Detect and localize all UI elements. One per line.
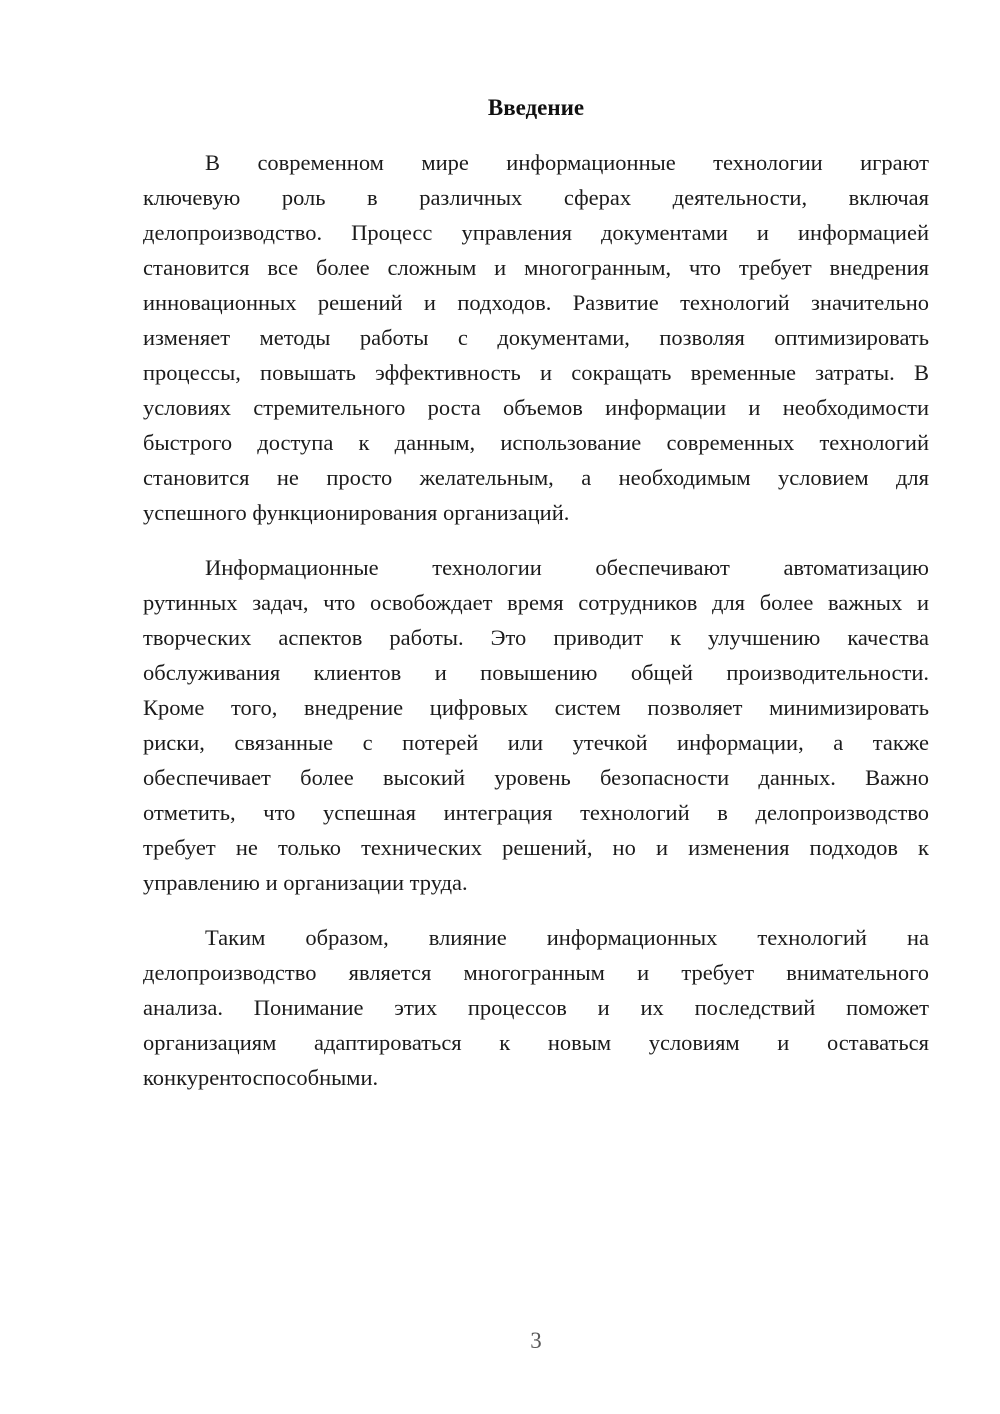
text-line: творческих аспектов работы. Это приводит к улучшению качества — [143, 625, 929, 650]
page-content — [143, 90, 929, 1115]
text-line: становится все более сложным и многогранным, что требует внедрения — [143, 255, 929, 280]
page-number: 3 — [530, 1328, 542, 1353]
document-title: Введение — [487, 95, 585, 120]
text-line: рутинных задач, что освобождает время сотрудников для более важных и — [143, 590, 929, 615]
text-line: В современном мире информационные технологии играют — [205, 150, 929, 175]
text-line: инновационных решений и подходов. Развитие технологий значительно — [143, 290, 929, 315]
text-line: обеспечивает более высокий уровень безопасности данных. Важно — [143, 765, 929, 790]
paragraph-2 — [143, 550, 929, 900]
text-line: ключевую роль в различных сферах деятельности, включая — [143, 185, 929, 210]
text-line: процессы, повышать эффективность и сокращать временные затраты. В — [143, 360, 929, 385]
text-line: делопроизводство. Процесс управления документами и информацией — [143, 220, 929, 245]
paragraph-3 — [143, 920, 929, 1095]
text-line: становится не просто желательным, а необходимым условием для — [143, 465, 929, 490]
text-line: обслуживания клиентов и повышению общей производительности. — [143, 660, 929, 685]
text-line: требует не только технических решений, но и изменения подходов к — [143, 835, 929, 860]
text-line: конкурентоспособными. — [143, 1065, 379, 1090]
text-line: Кроме того, внедрение цифровых систем позволяет минимизировать — [143, 695, 929, 720]
text-line: делопроизводство является многогранным и требует внимательного — [143, 960, 929, 985]
text-line: риски, связанные с потерей или утечкой информации, а также — [143, 730, 929, 755]
text-line: Таким образом, влияние информационных технологий на — [205, 925, 929, 950]
text-line: отметить, что успешная интеграция технологий в делопроизводство — [143, 800, 929, 825]
text-line: организациям адаптироваться к новым условиям и оставаться — [143, 1030, 929, 1055]
text-line: быстрого доступа к данным, использование современных технологий — [143, 430, 929, 455]
text-line: Информационные технологии обеспечивают автоматизацию — [205, 555, 929, 580]
text-line: условиях стремительного роста объемов информации и необходимости — [143, 395, 929, 420]
text-line: анализа. Понимание этих процессов и их последствий поможет — [143, 995, 929, 1020]
text-line: успешного функционирования организаций. — [143, 500, 570, 525]
text-line: управлению и организации труда. — [143, 870, 468, 895]
paragraph-1 — [143, 145, 929, 530]
text-line: изменяет методы работы с документами, позволяя оптимизировать — [143, 325, 929, 350]
